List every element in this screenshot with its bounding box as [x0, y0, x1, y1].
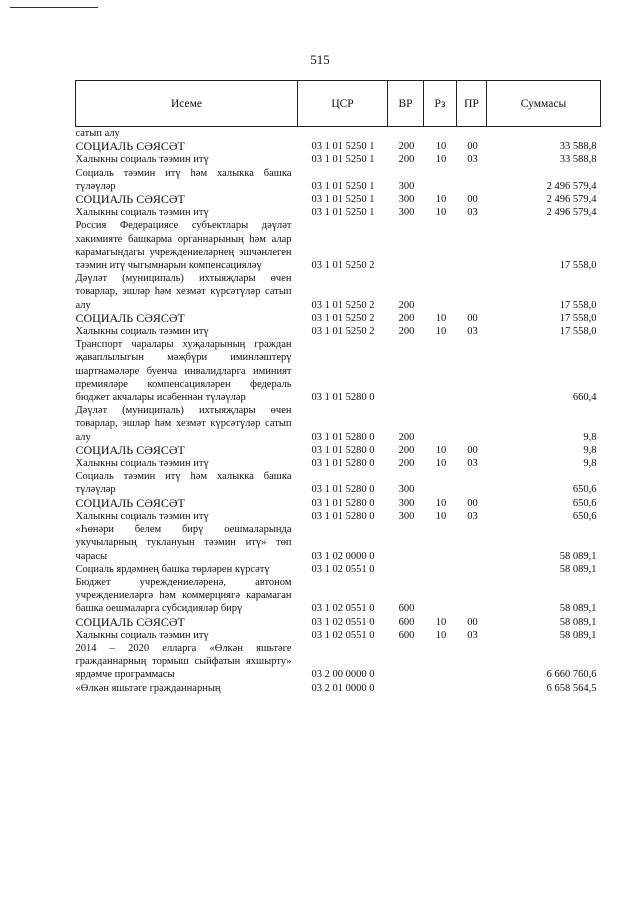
cell-sum: 2 496 579,4 [546, 207, 597, 219]
cell-sum [487, 127, 601, 141]
cell-name: «Һөнәри белем бирү оешмаларында укучыларның туклануын тәэмин итү» төп чарасы [75, 524, 292, 562]
cell-vr: 600 [398, 603, 415, 615]
cell-csr: 03 1 01 5280 0 [311, 510, 375, 522]
table-row [76, 153, 601, 166]
table-row [76, 576, 601, 616]
cell-pr: 00 [467, 194, 478, 206]
cell-vr: 300 [398, 207, 415, 219]
header-sum: Суммасы [487, 81, 601, 127]
cell-csr: 03 1 02 0551 0 [311, 629, 375, 641]
cell-name: Россия Федерациясе субъектлары дәүләт хакимияте башкарма органнарының һәм алар карамагындагы учреждениеләрнең эшчәнлеген тәэмин итү чыгымнарын компенсацияләү [75, 220, 292, 272]
cell-pr [457, 682, 487, 695]
cell-name: СОЦИАЛЬ СӘЯСӘТ [75, 310, 185, 325]
cell-vr: 200 [398, 458, 415, 470]
cell-csr: 03 1 01 5280 0 [311, 431, 375, 443]
cell-pr: 00 [467, 616, 478, 628]
table-row [76, 682, 601, 695]
cell-rz: 10 [435, 207, 447, 219]
cell-rz: 10 [435, 497, 447, 509]
cell-name: Дәүләт (муниципаль) ихтыяҗлары өчен товарлар, эшләр һәм хезмәт күрсәтүләр сатып алу [75, 273, 292, 311]
cell-rz [424, 338, 457, 404]
cell-name: сатып алу [75, 128, 120, 139]
cell-vr: 200 [398, 312, 415, 324]
cell-pr [457, 272, 487, 312]
cell-name: Халыкны социаль тәэмин итү [75, 207, 209, 219]
table-row [76, 193, 601, 206]
cell-vr: 300 [398, 497, 415, 509]
cell-vr: 300 [398, 510, 415, 522]
cell-pr: 03 [467, 510, 478, 522]
header-rz: Рз [424, 81, 457, 127]
table-row [76, 642, 601, 682]
cell-sum: 58 089,1 [559, 550, 597, 562]
cell-sum: 650,6 [572, 510, 597, 522]
cell-pr [457, 523, 487, 563]
cell-name: Дәүләт (муниципаль) ихтыяҗлары өчен товарлар, эшләр һәм хезмәт күрсәтүләр сатып алу [75, 405, 292, 443]
cell-csr: 03 2 01 0000 0 [311, 682, 375, 694]
cell-sum: 58 089,1 [559, 563, 597, 575]
cell-rz: 10 [435, 326, 447, 338]
table-row [76, 629, 601, 642]
table-row [76, 470, 601, 496]
cell-rz [424, 219, 457, 272]
cell-rz [424, 642, 457, 682]
cell-sum: 17 558,0 [559, 299, 597, 311]
cell-name: СОЦИАЛЬ СӘЯСӘТ [75, 614, 185, 629]
cell-rz: 10 [435, 312, 447, 324]
cell-rz [424, 523, 457, 563]
cell-rz [424, 470, 457, 496]
budget-table [75, 80, 601, 695]
cell-vr: 200 [398, 154, 415, 166]
table-row [76, 206, 601, 219]
cell-name: «Өлкән яшьтәге гражданнарның [75, 682, 221, 694]
table-row [76, 510, 601, 523]
cell-name: СОЦИАЛЬ СӘЯСӘТ [75, 495, 185, 510]
table-row [76, 312, 601, 325]
cell-pr: 03 [467, 207, 478, 219]
table-row [76, 563, 601, 576]
cell-vr: 300 [398, 180, 415, 192]
cell-pr: 00 [467, 497, 478, 509]
cell-sum: 33 588,8 [559, 154, 597, 166]
cell-csr: 03 1 02 0000 0 [311, 550, 375, 562]
cell-vr: 600 [398, 629, 415, 641]
cell-name: СОЦИАЛЬ СӘЯСӘТ [75, 192, 185, 207]
cell-csr: 03 1 01 5280 0 [311, 392, 375, 404]
cell-vr: 200 [398, 431, 415, 443]
cell-rz: 10 [435, 194, 447, 206]
cell-rz: 10 [435, 444, 447, 456]
cell-vr [388, 523, 424, 563]
cell-sum: 650,6 [572, 497, 597, 509]
cell-vr [388, 219, 424, 272]
cell-rz [424, 167, 457, 193]
cell-sum: 2 496 579,4 [546, 194, 597, 206]
cell-rz: 10 [435, 141, 447, 153]
cell-sum: 17 558,0 [559, 312, 597, 324]
cell-vr: 200 [398, 444, 415, 456]
cell-csr: 03 1 01 5280 0 [311, 497, 375, 509]
header-csr: ЦСР [298, 81, 388, 127]
table-row [76, 338, 601, 404]
cell-name: СОЦИАЛЬ СӘЯСӘТ [75, 442, 185, 457]
cell-sum: 17 558,0 [559, 326, 597, 338]
cell-pr: 03 [467, 326, 478, 338]
cell-pr [457, 470, 487, 496]
cell-name: Транспорт чаралары хуҗаларының граждан җаваплылыгын мәҗбүри иминләштерү шартнамәләре буенча инвалидларга иминият премияләре компенсацияләрен федераль бюджет акчалары исәбеннән түләүләр [75, 339, 292, 404]
cell-csr: 03 1 01 5250 1 [311, 154, 375, 166]
cell-name: СОЦИАЛЬ СӘЯСӘТ [75, 139, 185, 154]
cell-csr: 03 2 00 0000 0 [311, 669, 375, 681]
cell-rz [424, 682, 457, 695]
cell-rz [424, 272, 457, 312]
cell-name: Социаль тәэмин итү һәм халыкка башка түләүләр [75, 471, 292, 496]
cell-rz [424, 563, 457, 576]
budget-table-sheet [75, 80, 600, 695]
cell-sum: 58 089,1 [559, 616, 597, 628]
header-vr: ВР [388, 81, 424, 127]
cell-csr: 03 1 01 5250 2 [311, 326, 375, 338]
table-row [76, 444, 601, 457]
cell-rz [424, 127, 457, 141]
cell-csr: 03 1 01 5250 2 [311, 299, 375, 311]
cell-pr [457, 167, 487, 193]
cell-sum: 9,8 [583, 458, 597, 470]
cell-name: Халыкны социаль тәэмин итү [75, 458, 209, 470]
cell-name: Халыкны социаль тәэмин итү [75, 629, 209, 641]
cell-pr: 03 [467, 154, 478, 166]
cell-name: Халыкны социаль тәэмин итү [75, 326, 209, 338]
table-row [76, 167, 601, 193]
cell-sum: 33 588,8 [559, 141, 597, 153]
cell-pr [457, 127, 487, 141]
cell-vr [388, 563, 424, 576]
table-row [76, 272, 601, 312]
table-row [76, 219, 601, 272]
cell-sum: 58 089,1 [559, 629, 597, 641]
cell-rz: 10 [435, 458, 447, 470]
table-row [76, 140, 601, 153]
cell-name: Бюджет учреждениеләренә, автоном учреждениеләргә һәм коммерциягә карамаган башка оешмаларга субсидияләр бирү [75, 576, 292, 615]
cell-rz [424, 576, 457, 616]
table-row [76, 523, 601, 563]
cell-sum: 6 658 564,5 [546, 682, 597, 694]
cell-sum: 650,6 [572, 484, 597, 496]
cell-vr: 200 [398, 326, 415, 338]
cell-pr: 03 [467, 629, 478, 641]
cell-csr [298, 127, 388, 141]
cell-rz: 10 [435, 629, 447, 641]
cell-vr: 600 [398, 616, 415, 628]
cell-csr: 03 1 02 0551 0 [311, 563, 375, 575]
cell-vr [388, 642, 424, 682]
cell-csr: 03 1 01 5280 0 [311, 484, 375, 496]
cell-vr [388, 127, 424, 141]
table-row [76, 457, 601, 470]
cell-csr: 03 1 01 5280 0 [311, 444, 375, 456]
table-row [76, 404, 601, 444]
header-name: Исеме [76, 81, 298, 127]
cell-csr: 03 1 01 5250 1 [311, 141, 375, 153]
table-row [76, 325, 601, 338]
cell-sum: 17 558,0 [559, 260, 597, 272]
cell-sum: 9,8 [583, 431, 597, 443]
cell-name: Социаль тәэмин итү һәм халыкка башка түләүләр [75, 167, 292, 192]
cell-csr: 03 1 02 0551 0 [311, 603, 375, 615]
cell-csr: 03 1 01 5250 1 [311, 207, 375, 219]
header-pr: ПР [457, 81, 487, 127]
table-row [76, 616, 601, 629]
cell-pr [457, 576, 487, 616]
cell-sum: 58 089,1 [559, 603, 597, 615]
top-rule [10, 7, 98, 8]
cell-pr: 03 [467, 458, 478, 470]
cell-sum: 6 660 760,6 [546, 669, 597, 681]
page-number: 515 [310, 52, 330, 67]
cell-csr: 03 1 01 5280 0 [311, 458, 375, 470]
cell-name: Халыкны социаль тәэмин итү [75, 154, 209, 166]
cell-name: Халыкны социаль тәэмин итү [75, 510, 209, 522]
cell-vr [388, 682, 424, 695]
cell-vr: 200 [398, 299, 415, 311]
cell-rz: 10 [435, 510, 447, 522]
cell-pr [457, 404, 487, 444]
cell-vr: 300 [398, 194, 415, 206]
cell-sum: 9,8 [583, 444, 597, 456]
table-row [76, 127, 601, 141]
cell-csr: 03 1 01 5250 2 [311, 312, 375, 324]
table-body [76, 127, 601, 695]
cell-pr [457, 219, 487, 272]
cell-vr: 300 [398, 484, 415, 496]
table-header [76, 81, 601, 127]
cell-sum: 660,4 [572, 392, 597, 404]
cell-csr: 03 1 01 5250 1 [311, 180, 375, 192]
cell-rz: 10 [435, 154, 447, 166]
cell-name: Социаль ярдәмнең башка төрләрен күрсәтү [75, 563, 270, 575]
cell-csr: 03 1 01 5250 1 [311, 194, 375, 206]
cell-csr: 03 1 02 0551 0 [311, 616, 375, 628]
cell-pr: 00 [467, 312, 478, 324]
cell-pr: 00 [467, 141, 478, 153]
cell-pr: 00 [467, 444, 478, 456]
cell-rz: 10 [435, 616, 447, 628]
cell-csr: 03 1 01 5250 2 [311, 260, 375, 272]
cell-sum: 2 496 579,4 [546, 180, 597, 192]
cell-vr [388, 338, 424, 404]
cell-rz [424, 404, 457, 444]
cell-vr: 200 [398, 141, 415, 153]
table-row [76, 497, 601, 510]
cell-pr [457, 338, 487, 404]
cell-name: 2014 – 2020 елларга «Өлкән яшьтәге гражданнарның тормыш сыйфатын яхшырту» ярдәмче программасы [75, 642, 292, 681]
cell-pr [457, 563, 487, 576]
cell-pr [457, 642, 487, 682]
